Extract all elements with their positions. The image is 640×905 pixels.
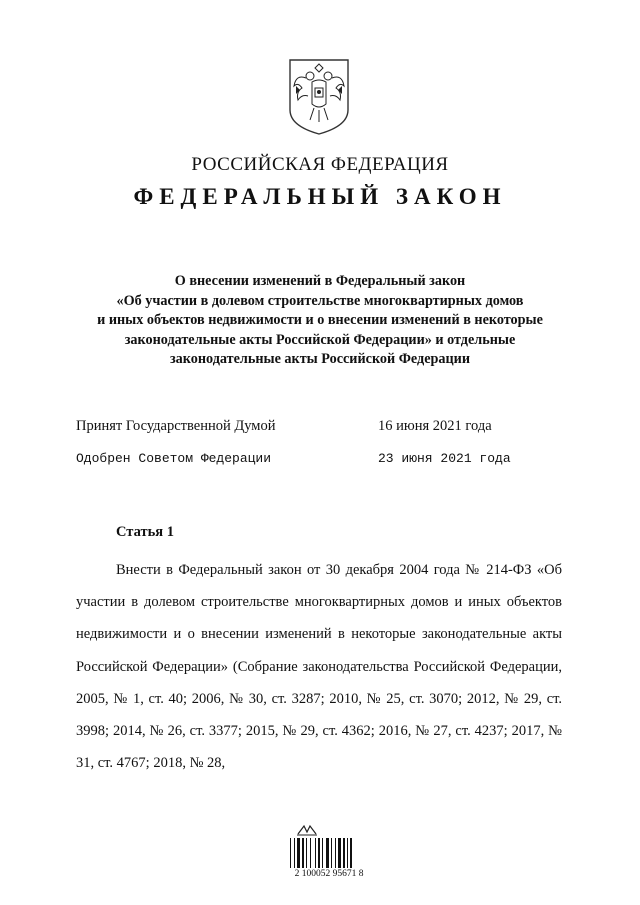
country-name: РОССИЙСКАЯ ФЕДЕРАЦИЯ <box>191 154 449 175</box>
council-approval-label: Одобрен Советом Федерации <box>76 451 272 466</box>
article-heading: Статья 1 <box>116 524 174 540</box>
law-title-line: законодательные акты Российской Федерации» и отдельные <box>124 331 516 348</box>
duma-adoption-label: Принят Государственной Думой <box>76 418 276 434</box>
barcode-number: 2 100052 95671 8 <box>294 869 364 879</box>
duma-adoption-date: 16 июня 2021 года <box>378 418 492 434</box>
law-title-line: и иных объектов недвижимости и о внесении изменений в некоторые <box>97 312 543 328</box>
barcode-icon <box>290 838 368 868</box>
coat-of-arms-icon <box>284 58 354 136</box>
article-body: Внести в Федеральный закон от 30 декабря 2004 года № 214-ФЗ «Об участии в долевом строительстве многоквартирных домов и иных объектов недвижимости и о внесении изменений в некоторые законодательные акты Российской Федерации» (Собрание законодательства Российской Федерации, 2005, № 1, ст. 40; 2006, № 30, ст. 3287; 2010, № 25, ст. 3070; 2012, № 29, ст. 3998; 2014, № 26, ст. 3377; 2015, № 29, ст. 4362; 2016, № 27, ст. 4237; 2017, № 31, ст. 4767; 2018, № 28, <box>76 562 562 772</box>
law-title-line: законодательные акты Российской Федерации <box>169 351 471 367</box>
council-approval-date: 23 июня 2021 года <box>378 451 511 466</box>
barcode <box>284 824 374 884</box>
law-title-line: О внесении изменений в Федеральный закон <box>174 273 466 289</box>
law-type: ФЕДЕРАЛЬНЫЙ ЗАКОН <box>133 184 507 209</box>
registration-mark-icon <box>296 824 318 836</box>
law-title-line: «Об участии в долевом строительстве многоквартирных домов <box>116 292 524 309</box>
law-title <box>40 272 600 370</box>
